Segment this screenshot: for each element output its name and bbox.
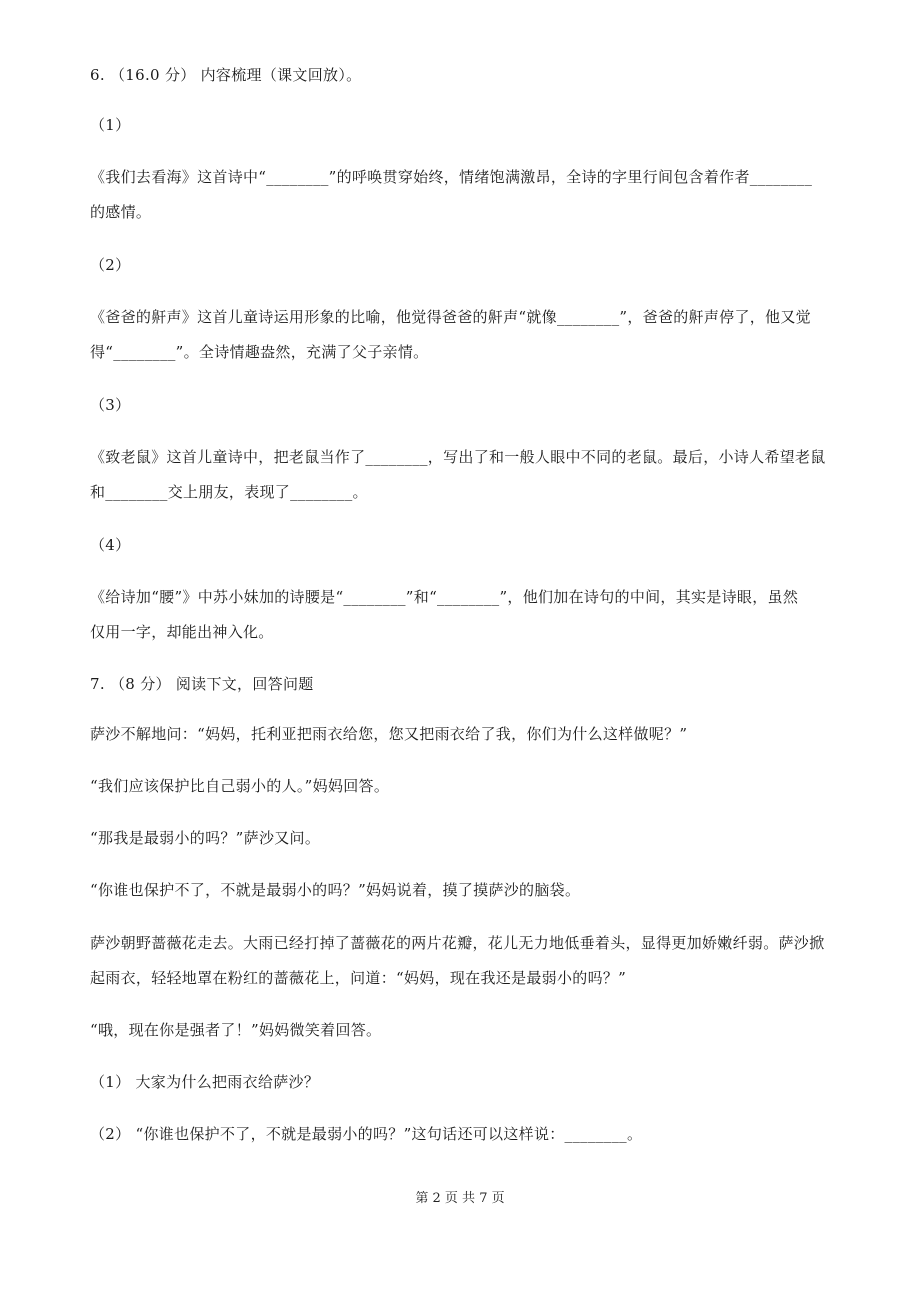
passage-sentence-5-line-2: 起雨衣，轻轻地罩在粉红的蔷薇花上，问道：“妈妈，现在我还是最弱小的吗？” (90, 969, 627, 987)
passage-sentence-2: “我们应该保护比自己弱小的人。”妈妈回答。 (90, 777, 390, 795)
question-7-sub-2: （2） “你谁也保护不了，不就是最弱小的吗？”这句话还可以这样说：________。 (90, 1125, 643, 1143)
passage-sentence-6: “哦，现在你是强者了！”妈妈微笑着回答。 (90, 1021, 382, 1039)
passage-sentence-1: 萨沙不解地问：“妈妈，托利亚把雨衣给您，您又把雨衣给了我，你们为什么这样做呢？” (90, 725, 688, 743)
question-7-sub-1: （1） 大家为什么把雨衣给萨沙？ (90, 1073, 320, 1091)
passage-sentence-4: “你谁也保护不了，不就是最弱小的吗？”妈妈说着，摸了摸萨沙的脑袋。 (90, 881, 581, 899)
question-6-part-3-text-line-1: 《致老鼠》这首儿童诗中，把老鼠当作了________，写出了和一般人眼中不同的老鼠。最后，小诗人希望老鼠 (90, 448, 826, 466)
question-6-part-1-text-line-2: 的感情。 (90, 203, 152, 221)
question-6-part-4-label: （4） (90, 536, 131, 554)
question-6-part-4-text-line-2: 仅用一字，却能出神入化。 (90, 623, 274, 641)
question-6-part-3-label: （3） (90, 396, 131, 414)
question-7-heading: 7. （8 分） 阅读下文，回答问题 (90, 675, 314, 693)
question-6-heading: 6. （16.0 分） 内容梳理（课文回放）。 (90, 66, 362, 84)
question-6-part-3-text-line-2: 和________交上朋友，表现了________。 (90, 483, 368, 501)
page-footer: 第 2 页 共 7 页 (415, 1191, 505, 1206)
question-6-part-1-label: （1） (90, 116, 131, 134)
question-6-part-2-text-line-2: 得“________”。全诗情趣盎然，充满了父子亲情。 (90, 343, 429, 361)
question-6-part-1-text-line-1: 《我们去看海》这首诗中“________”的呼唤贯穿始终，情绪饱满激昂，全诗的字里行间包含着作者________ (90, 168, 813, 186)
passage-sentence-5-line-1: 萨沙朝野蔷薇花走去。大雨已经打掉了蔷薇花的两片花瓣，花儿无力地低垂着头，显得更加娇嫩纤弱。萨沙掀 (90, 934, 825, 952)
question-6-part-4-text-line-1: 《给诗加“腰”》中苏小妹加的诗腰是“________”和“________”，他们加在诗句的中间，其实是诗眼，虽然 (90, 588, 799, 606)
question-6-part-2-text-line-1: 《爸爸的鼾声》这首儿童诗运用形象的比喻，他觉得爸爸的鼾声“就像________”，爸爸的鼾声停了，他又觉 (90, 308, 811, 326)
question-6-part-2-label: （2） (90, 256, 131, 274)
passage-sentence-3: “那我是最弱小的吗？”萨沙又问。 (90, 829, 321, 847)
